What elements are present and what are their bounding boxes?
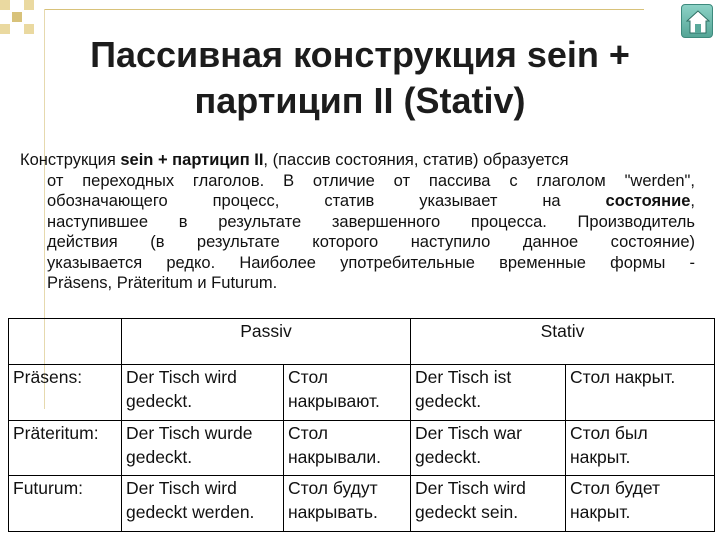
bold-term: состояние bbox=[605, 192, 691, 210]
passiv-german-cell: Der Tisch wird gedeckt werden. bbox=[122, 476, 284, 532]
paragraph-line: Präsens, Präteritum и Futurum. bbox=[47, 274, 278, 292]
passiv-german-cell: Der Tisch wurde gedeckt. bbox=[122, 420, 284, 476]
stativ-german-cell: Der Tisch ist gedeckt. bbox=[411, 365, 566, 421]
passiv-german-cell: Der Tisch wird gedeckt. bbox=[122, 365, 284, 421]
home-icon bbox=[686, 9, 710, 35]
title-line: Пассивная конструкция sein + bbox=[90, 34, 630, 75]
decorative-square bbox=[0, 24, 10, 34]
decorative-square bbox=[24, 0, 34, 10]
decorative-square bbox=[24, 24, 34, 34]
table-row bbox=[9, 365, 715, 421]
title-line: партицип II (Stativ) bbox=[194, 80, 526, 121]
stativ-german-cell: Der Tisch war gedeckt. bbox=[411, 420, 566, 476]
text-run: обозначающего процесс, статив указывает на bbox=[47, 192, 606, 210]
home-button[interactable] bbox=[681, 4, 713, 38]
table-row bbox=[9, 476, 715, 532]
paragraph-line bbox=[20, 150, 695, 171]
description-paragraph bbox=[20, 150, 695, 294]
stativ-russian-cell: Стол был накрыт. bbox=[566, 420, 715, 476]
decorative-square bbox=[0, 0, 10, 10]
table-row bbox=[9, 420, 715, 476]
stativ-german-cell: Der Tisch wird gedeckt sein. bbox=[411, 476, 566, 532]
table-header-empty bbox=[9, 319, 122, 365]
tense-cell: Präsens: bbox=[9, 365, 122, 421]
paragraph-line: указывается редко. Наиболее употребительные временные формы - bbox=[47, 253, 695, 272]
text-run: , (пассив состояния, статив) образуется bbox=[263, 151, 569, 169]
text-run: Конструкция bbox=[20, 151, 121, 169]
page-title bbox=[40, 32, 680, 124]
table-header-passiv: Passiv bbox=[122, 319, 411, 365]
paragraph-line bbox=[20, 191, 695, 212]
passiv-russian-cell: Стол накрывали. bbox=[284, 420, 411, 476]
passiv-russian-cell: Стол накрывают. bbox=[284, 365, 411, 421]
bold-term: sein + партицип II bbox=[120, 151, 264, 169]
decorative-line bbox=[44, 9, 644, 10]
paragraph-line: действия (в результате которого наступило данное состояние) bbox=[47, 233, 695, 251]
text-run: , bbox=[690, 192, 695, 210]
tense-cell: Präteritum: bbox=[9, 420, 122, 476]
tense-cell: Futurum: bbox=[9, 476, 122, 532]
stativ-russian-cell: Стол накрыт. bbox=[566, 365, 715, 421]
table-header-stativ: Stativ bbox=[411, 319, 715, 365]
paragraph-line: от переходных глаголов. В отличие от пассива с глаголом "werden", bbox=[47, 171, 695, 190]
paragraph-line: наступившее в результате завершенного процесса. Производитель bbox=[47, 212, 695, 231]
stativ-russian-cell: Стол будет накрыт. bbox=[566, 476, 715, 532]
passiv-stativ-table bbox=[8, 318, 715, 532]
table-header-row bbox=[9, 319, 715, 365]
passiv-russian-cell: Стол будут накрывать. bbox=[284, 476, 411, 532]
decorative-square bbox=[12, 12, 22, 22]
